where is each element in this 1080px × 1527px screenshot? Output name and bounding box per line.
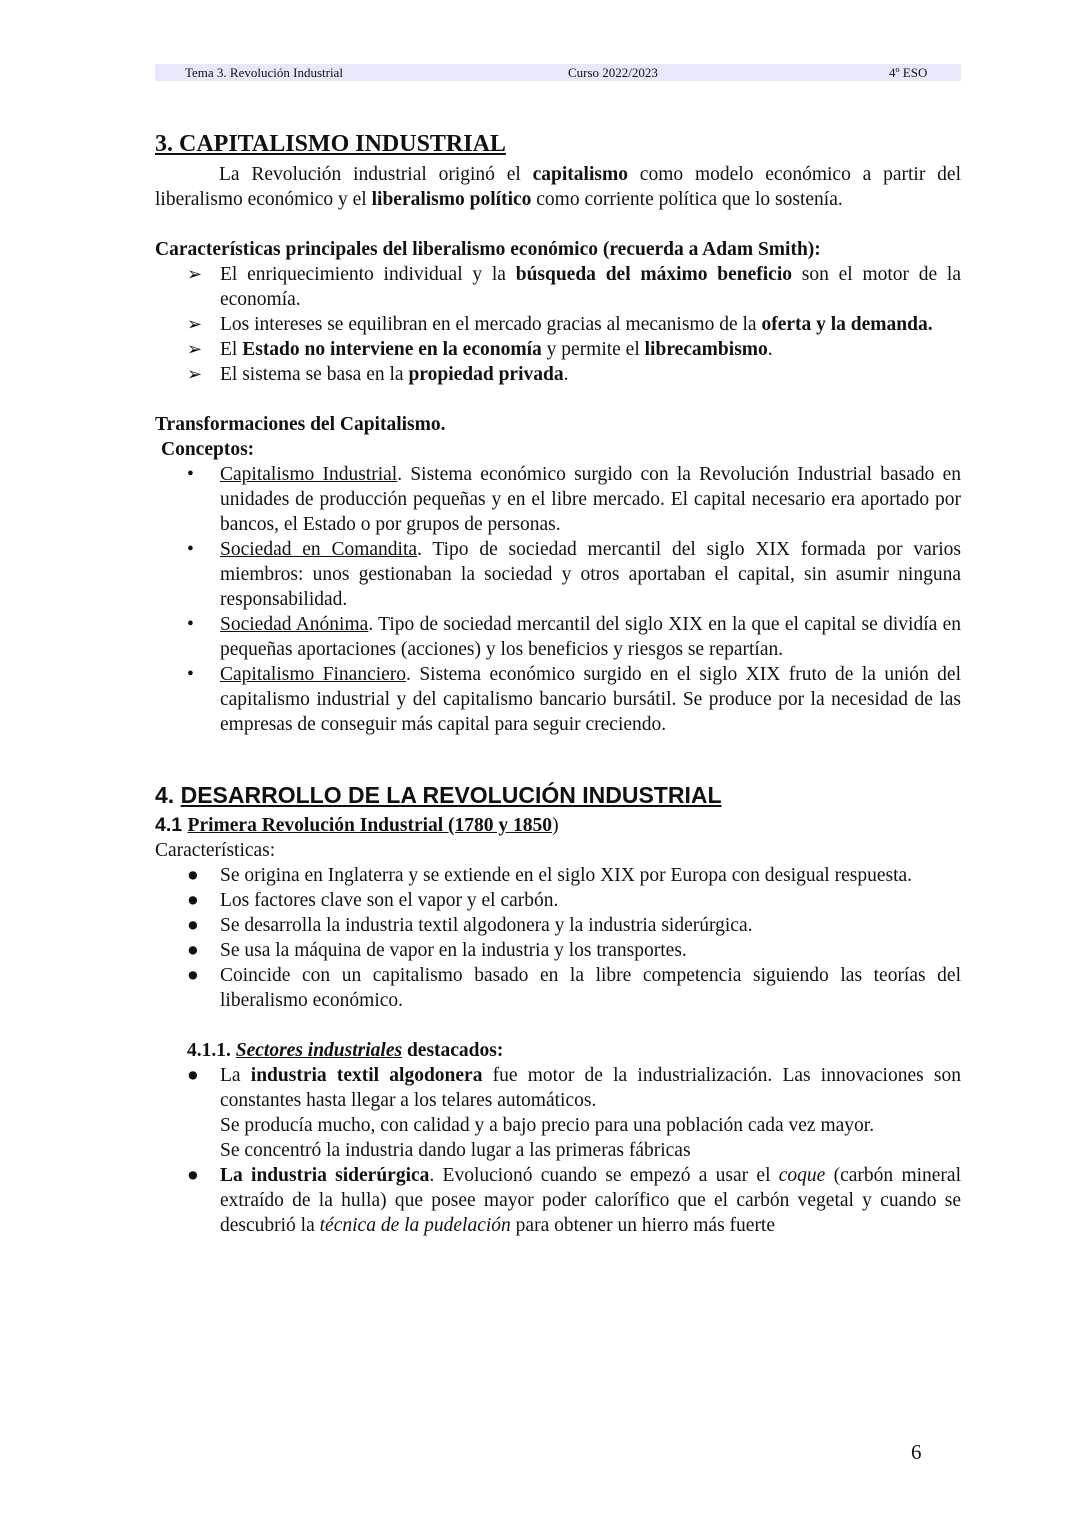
bullet-icon: • [187,464,194,485]
transformations-title: Transformaciones del Capitalismo. [155,414,446,435]
concepts-list [155,462,961,737]
bullet-icon: • [187,664,194,685]
sectors-title: 4.1.1. Sectores industriales destacados: [187,1040,504,1061]
section-3-intro: La Revolución industrial originó el capitalismo como modelo económico a partir del liberalismo económico y el liberalismo político como corriente política que lo sostenía. [155,164,961,210]
list-item: ➢ El Estado no interviene en la economía y permite el librecambismo. [187,339,773,360]
bullet-icon: ● [187,1065,199,1086]
header-topic: Tema 3. Revolución Industrial [185,65,343,80]
list-item: ● Los factores clave son el vapor y el carbón. [187,890,559,911]
subsection-4-1-title: 4.1 Primera Revolución Industrial (1780 y 1850) [155,814,559,836]
bullet-icon: • [187,539,194,560]
list-item: • Capitalismo Financiero. Sistema económico surgido en el siglo XIX fruto de la unión del capitalismo industrial y del capitalismo bancario bursátil. Se produce por la necesidad de las empresas de conseguir más capital para seguir creciendo. [187,664,961,735]
list-item: • Sociedad Anónima. Tipo de sociedad mercantil del siglo XIX en la que el capital se dividía en pequeñas aportaciones (acciones) y los beneficios y riesgos se repartían. [187,614,961,660]
list-item: • Sociedad en Comandita. Tipo de sociedad mercantil del siglo XIX formada por varios miembros: unos gestionaban la sociedad y otros aportaban el capital, sin asumir ninguna responsabilidad. [187,539,961,610]
liberalism-title: Características principales del liberalismo económico (recuerda a Adam Smith): [155,239,821,260]
bullet-icon: ● [187,1165,199,1186]
bullet-icon: ● [187,915,199,936]
list-item: • Capitalismo Industrial. Sistema económico surgido con la Revolución Industrial basado en unidades de producción pequeñas y en el libre mercado. El capital necesario era aportado por bancos, el Estado o por grupos de personas. [187,464,961,535]
list-item: ➢ Los intereses se equilibran en el mercado gracias al mecanismo de la oferta y la demanda. [187,314,933,335]
list-item: ● Se desarrolla la industria textil algodonera y la industria siderúrgica. [187,915,753,936]
page-header [155,64,961,81]
page-content [155,126,961,1238]
bullet-icon: • [187,614,194,635]
list-item: ● La industria textil algodonera fue motor de la industrialización. Las innovaciones son constantes hasta llegar a los telares automáticos. Se producía mucho, con calidad y a bajo precio para una población cada vez mayor. Se concentró la industria dando lugar a las primeras fábricas [187,1065,961,1161]
page-number: 6 [911,1440,922,1464]
bullet-icon: ● [187,890,199,911]
list-item: ➢ El sistema se basa en la propiedad privada. [187,364,569,385]
sectors-list [155,1063,961,1238]
characteristics-label: Características: [155,840,276,861]
section-4-title: 4. DESARROLLO DE LA REVOLUCIÓN INDUSTRIAL [155,782,722,808]
bullet-icon: ● [187,940,199,961]
arrow-bullet-icon: ➢ [187,314,203,335]
list-item: ● Se origina en Inglaterra y se extiende en el siglo XIX por Europa con desigual respuesta. [187,865,913,886]
liberalism-list [155,262,961,387]
characteristics-list [155,863,961,1013]
concepts-label: Conceptos: [161,439,255,460]
list-item: ➢ El enriquecimiento individual y la búsqueda del máximo beneficio son el motor de la economía. [187,264,962,310]
arrow-bullet-icon: ➢ [187,364,203,385]
bullet-icon: ● [187,965,199,986]
header-course: Curso 2022/2023 [568,65,658,80]
list-item: ● Se usa la máquina de vapor en la industria y los transportes. [187,940,687,961]
arrow-bullet-icon: ➢ [187,339,203,360]
arrow-bullet-icon: ➢ [187,264,203,285]
list-item: ● La industria siderúrgica. Evolucionó cuando se empezó a usar el coque (carbón mineral extraído de la hulla) que posee mayor poder calorífico que el carbón vegetal y cuando se descubrió la técnica de la pudelación para obtener un hierro más fuerte [187,1165,961,1236]
bullet-icon: ● [187,865,199,886]
header-level: 4º ESO [889,65,928,80]
list-item: ● Coincide con un capitalismo basado en la libre competencia siguiendo las teorías del liberalismo económico. [187,965,961,1011]
section-3-title: 3. CAPITALISMO INDUSTRIAL [155,131,506,157]
